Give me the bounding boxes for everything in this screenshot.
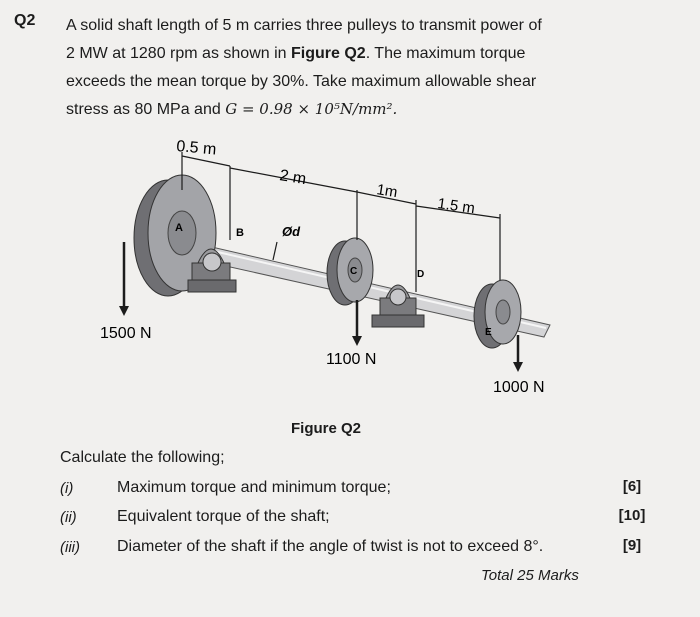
- dim-label-0-5m: 0.5 m: [175, 138, 217, 159]
- label-c: C: [350, 266, 358, 277]
- task-2-number: (ii): [60, 509, 77, 526]
- task-3-number: (iii): [60, 539, 80, 556]
- dim-label-1-5m: 1.5 m: [436, 195, 476, 218]
- arrow-head-e: [513, 362, 523, 372]
- label-e: E: [485, 327, 492, 338]
- total-marks: Total 25 Marks: [481, 567, 579, 584]
- question-line-2-end: . The maximum torque: [365, 45, 526, 62]
- task-1-marks: [6]: [622, 478, 642, 495]
- arrow-head-a: [119, 306, 129, 316]
- figure-reference: Figure Q2: [291, 45, 366, 62]
- question-line-2-text: 2 MW at 1280 rpm as shown in: [66, 45, 287, 62]
- question-number: Q2: [14, 12, 36, 29]
- task-2-text: Equivalent torque of the shaft;: [117, 508, 330, 525]
- tasks-intro: Calculate the following;: [60, 449, 225, 466]
- question-line-4-text: stress as 80 MPa and: [66, 101, 221, 118]
- task-1-text: Maximum torque and minimum torque;: [117, 479, 391, 496]
- label-a: A: [175, 222, 183, 234]
- figure-caption: Figure Q2: [291, 420, 362, 437]
- task-1-number: (i): [60, 480, 74, 497]
- diameter-label: Ød: [282, 224, 301, 239]
- shaft-figure: [80, 130, 560, 400]
- load-label-e: 1000 N: [493, 379, 545, 396]
- load-label-c: 1100 N: [326, 351, 377, 368]
- question-line-2: [66, 45, 525, 63]
- dim-label-2m: 2 m: [278, 167, 308, 189]
- question-line-4: [66, 100, 397, 119]
- task-3-text: Diameter of the shaft if the angle of twist is not to exceed 8°.: [117, 538, 544, 555]
- task-3-marks: [9]: [622, 537, 642, 554]
- label-d: D: [417, 269, 425, 280]
- label-b: B: [236, 227, 244, 239]
- pulley-e: [474, 280, 521, 348]
- task-2-marks: [10]: [618, 507, 646, 524]
- load-label-a: 1500 N: [100, 325, 152, 342]
- question-line-3: exceeds the mean torque by 30%. Take maximum allowable shear: [66, 73, 537, 90]
- dim-label-1m: 1m: [375, 181, 399, 202]
- arrow-head-c: [352, 336, 362, 346]
- modulus-expression: G = 0.98 × 10⁵N/mm².: [225, 100, 398, 118]
- question-line-1: A solid shaft length of 5 m carries three pulleys to transmit power of: [66, 17, 542, 34]
